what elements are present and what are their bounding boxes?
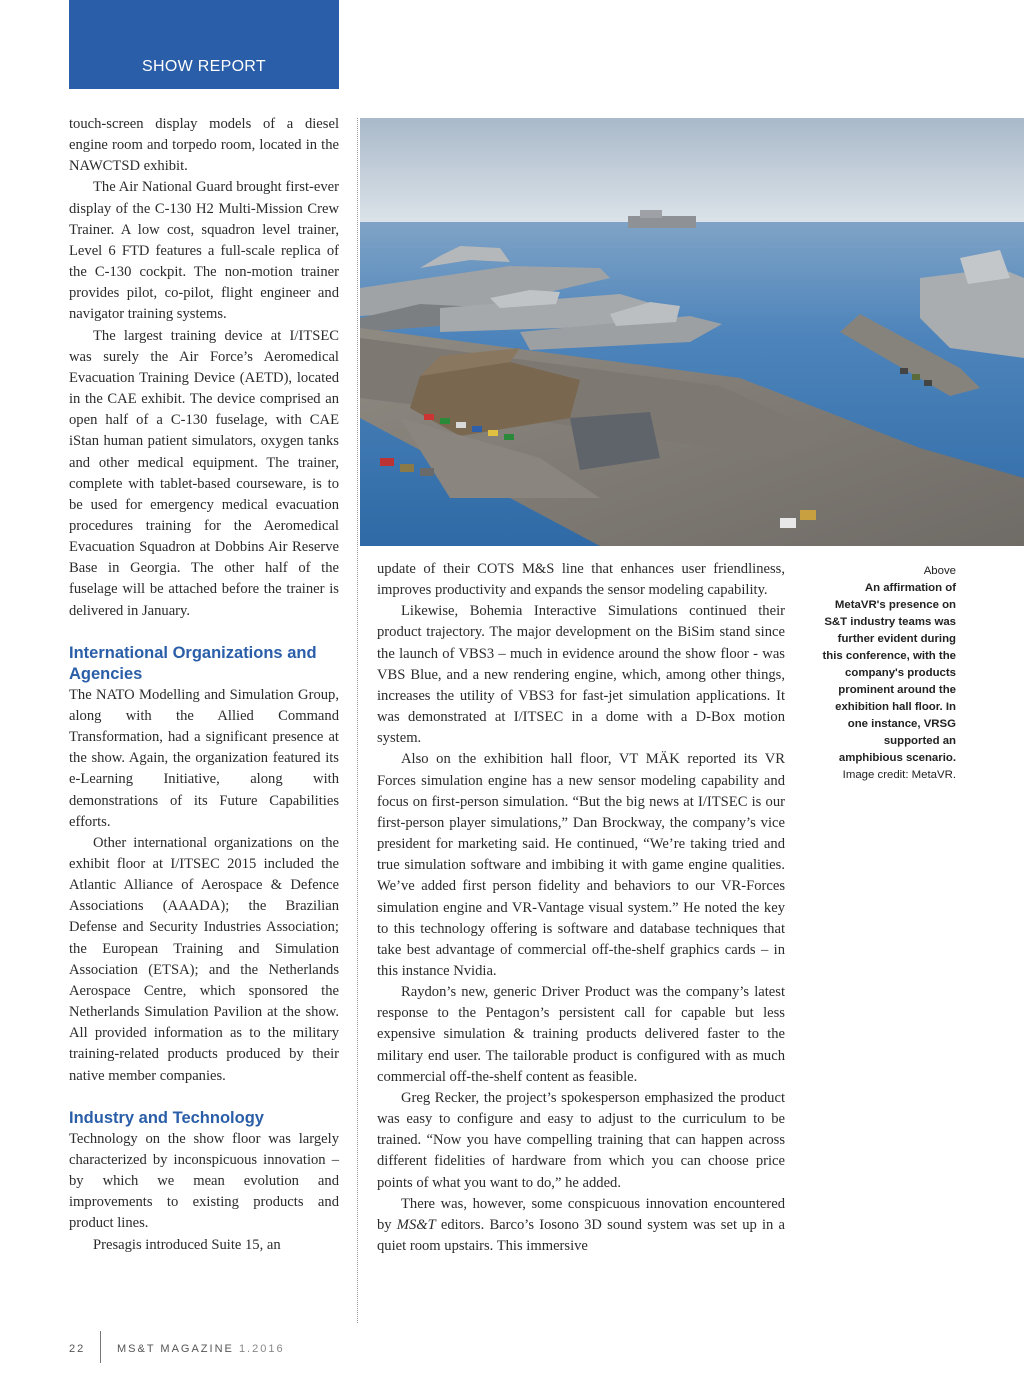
- section-tab: [69, 0, 339, 89]
- text-run: There was, however, some conspicuous innovation encountered by: [377, 1195, 785, 1233]
- section-label: SHOW REPORT: [142, 58, 266, 75]
- caption-text: An affirmation of MetaVR's presence on S&T industry teams was further evident during this conference, with the company's products prominent around the exhibition hall floor. In one instance, VRSG supported an amphibious scenario.: [822, 582, 956, 764]
- harbor-scene-illustration: [360, 118, 1024, 546]
- paragraph: touch-screen display models of a diesel engine room and torpedo room, located in the NAWCTSD exhibit.: [69, 116, 339, 175]
- paragraph: Also on the exhibition hall floor, VT MÄK reported its VR Forces simulation engine has a new sensor modeling capability and focus on first-person simulation. “But the big news at I/ITSEC is our first-person player simulations,” Dan Brockway, the company’s vice president for marketing said. He continued, “We’re taking tried and true simulation software and imbibing it with game engine qualities. We’ve added first person fidelity and behaviors to our VR-Forces simulation engine and VR-Vantage visual system.” He noted the key to this technology offering is software and database techniques that take best advantage of commercial off-the-shelf graphics cards – in this instance Nvidia.: [377, 751, 785, 979]
- text-run: editors. Barco’s Iosono 3D sound system was set up in a quiet room upstairs. This immersive: [377, 1216, 785, 1254]
- magazine-issue: [117, 1343, 285, 1355]
- paragraph: The largest training device at I/ITSEC was surely the Air Force’s Aeromedical Evacuation Training Device (AETD), located in the CAE exhibit. The device comprised an open half of a C-130 fuselage, with CAE iStan human patient simulators, oxygen tanks and other medical equipment. The trainer, complete with tablet-based courseware, is to be used for emergency medical evacuation procedures training for the Aeromedical Evacuation Squadron at Dobbins Air Reserve Base in Georgia. The other half of the fuselage will be attached before the trainer is delivered in January.: [69, 327, 339, 619]
- page-number: 22: [69, 1343, 86, 1355]
- paragraph: The NATO Modelling and Simulation Group, along with the Allied Command Transformation, had a significant presence at the show. Again, the organization featured its e-Learning Initiative, along with demonstrations of its Future Capabilities efforts.: [69, 686, 339, 830]
- caption-label: Above: [923, 565, 956, 577]
- footer-divider: [100, 1331, 101, 1363]
- paragraph: Presagis introduced Suite 15, an: [93, 1236, 281, 1253]
- paragraph: Other international organizations on the exhibit floor at I/ITSEC 2015 included the Atlantic Alliance of Aerospace & Defence Associations (AAADA); the Brazilian Defense and Security Industries Association; the European Training and Simulation Association (ETSA); and the Netherlands Aerospace Centre, which sponsored the Netherlands Simulation Pavilion at the show. All provided information as to the military training-related products produced by their native member companies.: [69, 834, 339, 1084]
- paragraph: [377, 1194, 785, 1257]
- column-divider: [357, 118, 358, 1323]
- section-heading: International Organizations and Agencies: [69, 643, 317, 683]
- photo-caption: [820, 563, 956, 784]
- section-heading: Industry and Technology: [69, 1108, 264, 1127]
- paragraph: Technology on the show floor was largely characterized by inconspicuous innovation – by which we mean evolution and improvements to existing products and product lines.: [69, 1130, 339, 1232]
- paragraph: Raydon’s new, generic Driver Product was the company’s latest response to the Pentagon’s persistent call for capable but less expensive simulation & training products delivered faster to the military end user. The tailorable product is configured with as much commercial off-the-shelf content as feasible.: [377, 984, 785, 1085]
- paragraph: update of their COTS M&S line that enhances user friendliness, improves productivity and expands the sensor modeling capability.: [377, 561, 785, 599]
- harbor-simulation-image: [360, 118, 1024, 546]
- middle-column: [377, 559, 785, 1257]
- page-footer: [69, 1331, 469, 1363]
- paragraph: Greg Recker, the project’s spokesperson emphasized the product was easy to configure and easy to adjust to the curriculum to be trained. “Now you have compelling training that can happen across different fidelities of hardware from which you can choose price points of what you want to do,” he added.: [377, 1089, 785, 1191]
- paragraph: Likewise, Bohemia Interactive Simulations continued their product trajectory. The major development on the BiSim stand since the launch of VBS3 – much in evidence around the show floor - was VBS Blue, and a new rendering engine, which, among other things, increases the utility of VBS3 for fast-jet simulation applications. It was demonstrated at I/ITSEC in a dome with a D-Box motion system.: [377, 603, 785, 747]
- issue-number: 1.2016: [238, 1343, 285, 1355]
- caption-credit: Image credit: MetaVR.: [842, 769, 956, 781]
- magazine-name: MS&T MAGAZINE: [117, 1343, 234, 1355]
- publication-name: MS&T: [396, 1216, 436, 1233]
- left-column: [69, 114, 339, 1256]
- paragraph: The Air National Guard brought first-ever display of the C-130 H2 Multi-Mission Crew Trainer. A low cost, squadron level trainer, Level 6 FTD features a full-scale replica of the C-130 cockpit. The non-motion trainer provides pilot, co-pilot, flight engineer and navigator training systems.: [69, 179, 339, 323]
